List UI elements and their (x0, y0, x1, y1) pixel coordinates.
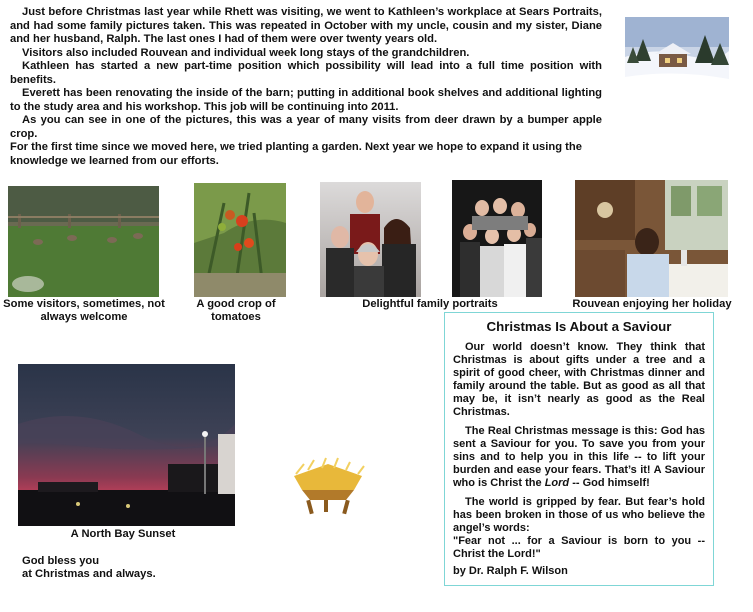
letter-paragraph-1: Just before Christmas last year while Rhett was visiting, we went to Kathleen’s workplace at Sears Portraits, and had some family pictures taken. This was repeated in October with my uncle, cousin and my sister, Diane and her husband, Ralph. The last ones I had of them were over twenty years old. (10, 6, 602, 45)
closing-line-1: God bless you (22, 555, 100, 567)
author-credit: by Dr. Ralph F. Wilson (453, 565, 568, 577)
letter-paragraph-2: Visitors also included Rouvean and individual week long stays of the grandchildren. (22, 46, 470, 59)
letter-paragraph-6: For the first time since we moved here, we tried planting a garden. Next year we hope to expand it using the knowledge we learned from our efforts. (10, 141, 582, 167)
angel-quote: "Fear not ... for a Saviour is born to you -- Christ the Lord!" (453, 535, 705, 560)
tomatoes-photo (194, 183, 286, 297)
tomatoes-caption: A good crop of tomatoes (196, 298, 276, 323)
christmas-message-paragraph-3: The world is gripped by fear. But fear’s hold has been broken in those of us who believe the angel’s words: (453, 496, 705, 534)
christmas-message-title: Christmas Is About a Saviour (486, 319, 672, 334)
letter-text (10, 6, 602, 168)
sunset-photo (18, 364, 235, 526)
letter-paragraph-3: Kathleen has started a new part-time position which possibility will lead into a full time position with benefits. (10, 60, 602, 86)
winter-house-photo (625, 17, 729, 103)
deer-visitors-photo (8, 186, 159, 297)
family-portrait-photo-1 (320, 182, 421, 297)
family-caption: Delightful family portraits (362, 298, 498, 310)
letter-paragraph-5: As you can see in one of the pictures, this was a year of many visits from deer drawn by a bumper apple crop. (10, 114, 602, 140)
family-portrait-photo-2 (452, 180, 542, 297)
deer-caption: Some visitors, sometimes, not always welcome (3, 298, 165, 323)
paragraph-2-part-b: -- God himself! (569, 477, 650, 489)
christmas-message-box (444, 312, 714, 586)
sunset-caption: A North Bay Sunset (70, 528, 176, 540)
christmas-message-paragraph-2 (453, 425, 705, 490)
letter-paragraph-4: Everett has been renovating the inside of the barn; putting in additional book shelves and additional lighting to the study area and his workshop. This job will be continuing into 2011. (10, 87, 602, 113)
rouvean-caption: Rouvean enjoying her holiday (572, 298, 732, 310)
christmas-message-paragraph-1: Our world doesn’t know. They think that Christmas is about gifts under a tree and a spirit of good cheer, with Christmas dinner and family around the table. But as good as all that may be, it isn’t nearly as good as the Real Christmas. (453, 341, 705, 418)
lord-emphasis: Lord (544, 477, 570, 489)
rouvean-photo (575, 180, 728, 297)
closing-blessing (22, 555, 156, 581)
manger-image (288, 456, 367, 516)
closing-line-2: at Christmas and always. (22, 568, 156, 580)
paragraph-2-part-a: The Real Christmas message is this: God has sent a Saviour for you. To save you from your sins and to help you in this life -- to lift your burden and ease your fears. That’s it! A Saviour who is Christ the (453, 425, 705, 489)
